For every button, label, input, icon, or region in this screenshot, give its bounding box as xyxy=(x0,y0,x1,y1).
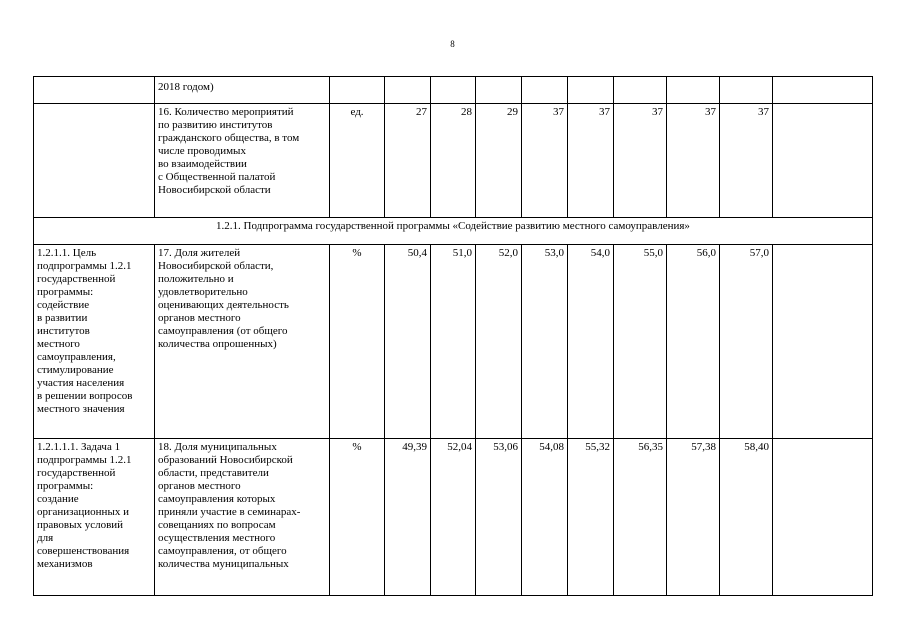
value-cell: 52,04 xyxy=(431,439,476,596)
goal-cell xyxy=(34,104,155,218)
value-cell: 29 xyxy=(476,104,522,218)
value-cell xyxy=(614,77,667,104)
value-cell: 50,4 xyxy=(385,245,431,439)
value-cell: 57,0 xyxy=(720,245,773,439)
value-cell: 27 xyxy=(385,104,431,218)
table-row xyxy=(34,104,873,218)
unit-cell: % xyxy=(330,439,385,596)
table-row xyxy=(34,439,873,596)
value-cell: 52,0 xyxy=(476,245,522,439)
value-cell: 37 xyxy=(568,104,614,218)
value-cell: 56,35 xyxy=(614,439,667,596)
goal-cell: 1.2.1.1.1. Задача 1 подпрограммы 1.2.1 государственной программы: создание организационных и правовых условий для совершенствования механизмов xyxy=(34,439,155,596)
value-cell: 51,0 xyxy=(431,245,476,439)
indicator-cell: 16. Количество мероприятий по развитию институтов гражданского общества, в том числе проводимых во взаимодействии с Общественной палатой Новосибирской области xyxy=(155,104,330,218)
value-cell: 37 xyxy=(614,104,667,218)
value-cell xyxy=(720,77,773,104)
goal-cell: 1.2.1.1. Цель подпрограммы 1.2.1 государственной программы: содействие в развитии институтов местного самоуправления, стимулирование участия населения в решении вопросов местного значения xyxy=(34,245,155,439)
value-cell: 54,08 xyxy=(522,439,568,596)
value-cell: 53,06 xyxy=(476,439,522,596)
unit-cell: ед. xyxy=(330,104,385,218)
table-row xyxy=(34,77,873,104)
value-cell: 57,38 xyxy=(667,439,720,596)
value-cell: 28 xyxy=(431,104,476,218)
value-cell: 49,39 xyxy=(385,439,431,596)
table-row xyxy=(34,245,873,439)
section-heading: 1.2.1. Подпрограмма государственной программы «Содействие развитию местного самоуправления» xyxy=(34,218,873,245)
value-cell: 53,0 xyxy=(522,245,568,439)
value-cell: 55,32 xyxy=(568,439,614,596)
empty-cell xyxy=(773,245,873,439)
indicator-cell: 2018 годом) xyxy=(155,77,330,104)
value-cell: 37 xyxy=(667,104,720,218)
value-cell xyxy=(568,77,614,104)
value-cell: 58,40 xyxy=(720,439,773,596)
value-cell: 55,0 xyxy=(614,245,667,439)
unit-cell: % xyxy=(330,245,385,439)
goal-cell xyxy=(34,77,155,104)
value-cell: 37 xyxy=(522,104,568,218)
value-cell xyxy=(385,77,431,104)
value-cell: 56,0 xyxy=(667,245,720,439)
value-cell xyxy=(431,77,476,104)
unit-cell xyxy=(330,77,385,104)
section-row xyxy=(34,218,873,245)
value-cell: 54,0 xyxy=(568,245,614,439)
indicator-cell: 18. Доля муниципальных образований Новосибирской области, представители органов местного самоуправления которых приняли участие в семинарах- совещаниях по вопросам осуществления местного самоуправления, от общего количества муниципальных xyxy=(155,439,330,596)
page-number: 8 xyxy=(450,39,455,49)
value-cell xyxy=(667,77,720,104)
value-cell xyxy=(522,77,568,104)
empty-cell xyxy=(773,439,873,596)
empty-cell xyxy=(773,77,873,104)
indicators-table xyxy=(33,76,873,596)
value-cell: 37 xyxy=(720,104,773,218)
value-cell xyxy=(476,77,522,104)
indicator-cell: 17. Доля жителей Новосибирской области, положительно и удовлетворительно оценивающих деятельность органов местного самоуправления (от общего количества опрошенных) xyxy=(155,245,330,439)
empty-cell xyxy=(773,104,873,218)
